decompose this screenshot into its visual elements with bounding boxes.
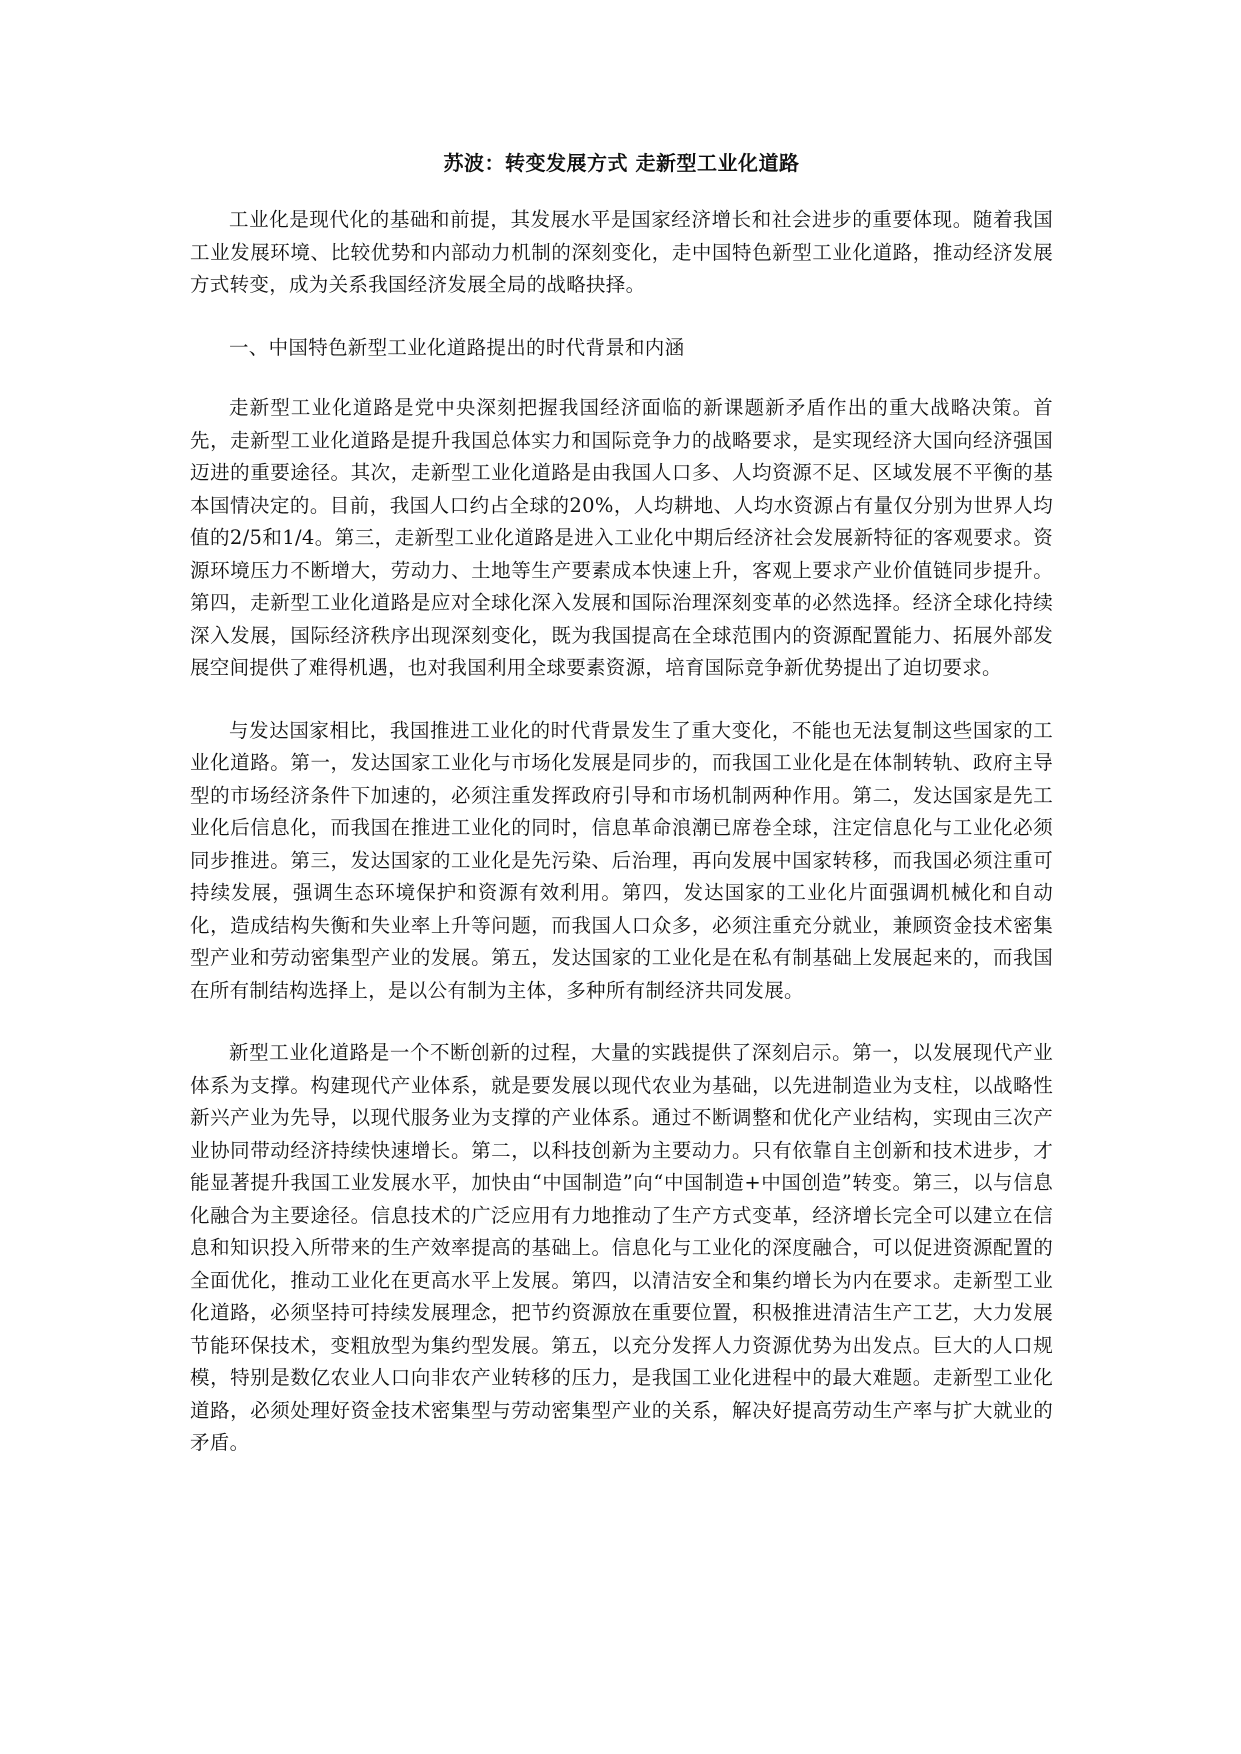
section-heading: 一、中国特色新型工业化道路提出的时代背景和内涵 xyxy=(229,335,685,359)
document-title: 苏波：转变发展方式 走新型工业化道路 xyxy=(443,151,800,175)
document-page xyxy=(190,148,1053,1490)
body-paragraph-2: 与发达国家相比，我国推进工业化的时代背景发生了重大变化，不能也无法复制这些国家的工业化道路。第一，发达国家工业化与市场化发展是同步的，而我国工业化是在体制转轨、政府主导型的市场经济条件下加速的，必须注重发挥政府引导和市场机制两种作用。第二，发达国家是先工业化后信息化，而我国在推进工业化的同时，信息革命浪潮已席卷全球，注定信息化与工业化必须同步推进。第三，发达国家的工业化是先污染、后治理，再向发展中国家转移，而我国必须注重可持续发展，强调生态环境保护和资源有效利用。第四，发达国家的工业化片面强调机械化和自动化，造成结构失衡和失业率上升等问题，而我国人口众多，必须注重充分就业，兼顾资金技术密集型产业和劳动密集型产业的发展。第五，发达国家的工业化是在私有制基础上发展起来的，而我国在所有制结构选择上，是以公有制为主体，多种所有制经济共同发展。 xyxy=(190,718,1053,1002)
body-paragraph-3: 新型工业化道路是一个不断创新的过程，大量的实践提供了深刻启示。第一，以发展现代产业体系为支撑。构建现代产业体系，就是要发展以现代农业为基础，以先进制造业为支柱，以战略性新兴产业为先导，以现代服务业为支撑的产业体系。通过不断调整和优化产业结构，实现由三次产业协同带动经济持续快速增长。第二，以科技创新为主要动力。只有依靠自主创新和技术进步，才能显著提升我国工业发展水平，加快由“中国制造”向“中国制造+中国创造”转变。第三，以与信息化融合为主要途径。信息技术的广泛应用有力地推动了生产方式变革，经济增长完全可以建立在信息和知识投入所带来的生产效率提高的基础上。信息化与工业化的深度融合，可以促进资源配置的全面优化，推动工业化在更高水平上发展。第四，以清洁安全和集约增长为内在要求。走新型工业化道路，必须坚持可持续发展理念，把节约资源放在重要位置，积极推进清洁生产工艺，大力发展节能环保技术，变粗放型为集约型发展。第五，以充分发挥人力资源优势为出发点。巨大的人口规模，特别是数亿农业人口向非农产业转移的压力，是我国工业化进程中的最大难题。走新型工业化道路，必须处理好资金技术密集型与劳动密集型产业的关系，解决好提高劳动生产率与扩大就业的矛盾。 xyxy=(190,1041,1053,1454)
intro-paragraph: 工业化是现代化的基础和前提，其发展水平是国家经济增长和社会进步的重要体现。随着我国工业发展环境、比较优势和内部动力机制的深刻变化，走中国特色新型工业化道路，推动经济发展方式转变，成为关系我国经济发展全局的战略抉择。 xyxy=(190,208,1053,296)
body-paragraph-1: 走新型工业化道路是党中央深刻把握我国经济面临的新课题新矛盾作出的重大战略决策。首先，走新型工业化道路是提升我国总体实力和国际竞争力的战略要求，是实现经济大国向经济强国迈进的重要途径。其次，走新型工业化道路是由我国人口多、人均资源不足、区域发展不平衡的基本国情决定的。目前，我国人口约占全球的20%，人均耕地、人均水资源占有量仅分别为世界人均值的2/5和1/4。第三，走新型工业化道路是进入工业化中期后经济社会发展新特征的客观要求。资源环境压力不断增大，劳动力、土地等生产要素成本快速上升，客观上要求产业价值链同步提升。第四，走新型工业化道路是应对全球化深入发展和国际治理深刻变革的必然选择。经济全球化持续深入发展，国际经济秩序出现深刻变化，既为我国提高在全球范围内的资源配置能力、拓展外部发展空间提供了难得机遇，也对我国利用全球要素资源，培育国际竞争新优势提出了迫切要求。 xyxy=(190,396,1053,679)
